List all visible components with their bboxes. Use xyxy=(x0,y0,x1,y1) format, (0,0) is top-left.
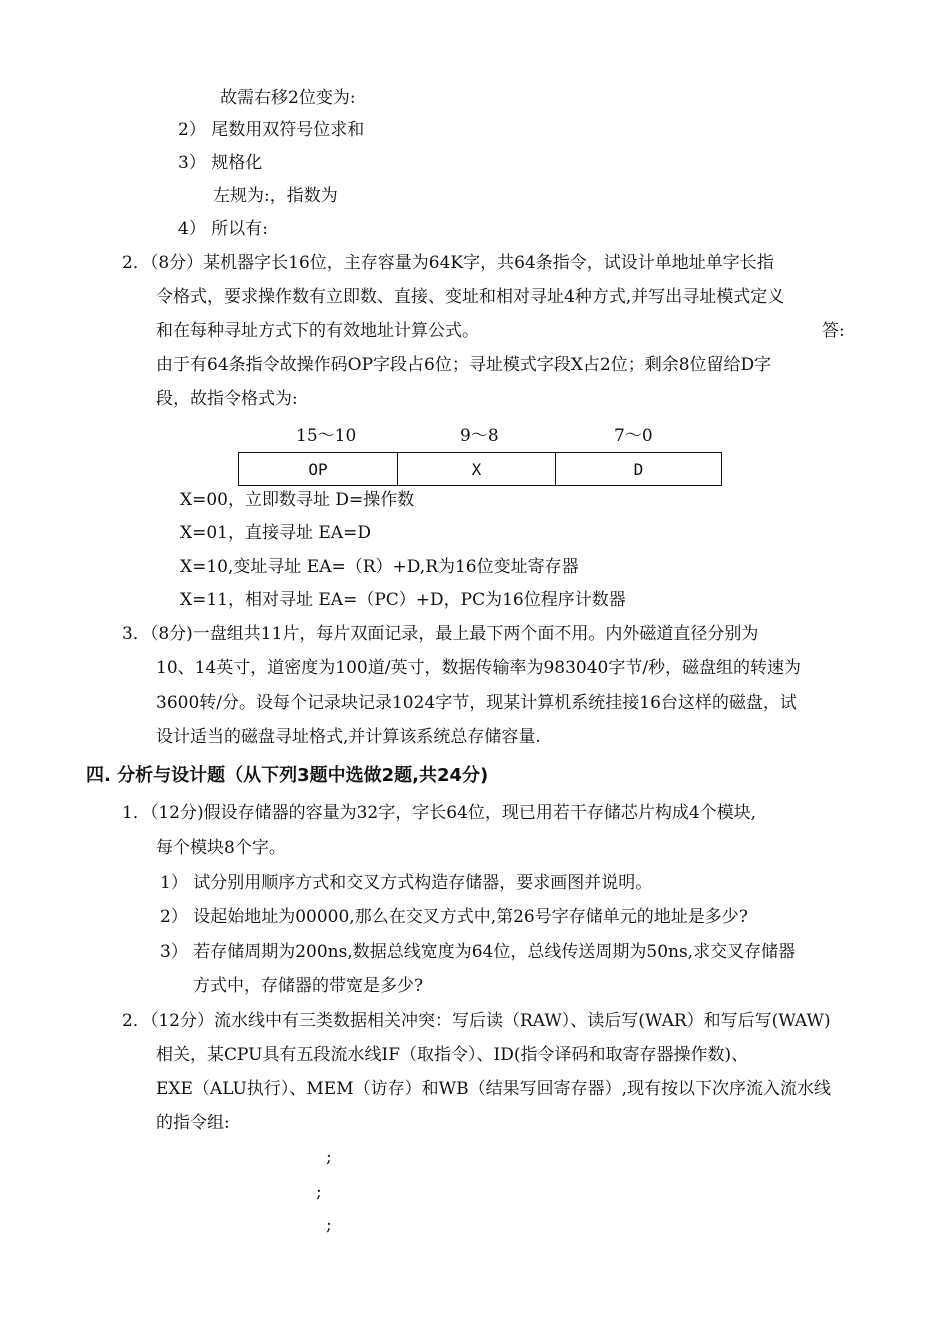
text-line: 左规为:，指数为 xyxy=(213,186,338,206)
question-2-text: 2．（8分）某机器字长16位，主存容量为64K字，共64条指令，试设计单地址单字长指 xyxy=(122,253,774,273)
answer-text: 段，故指令格式为: xyxy=(156,389,298,409)
question-2-text: 令格式，要求操作数有立即数、直接、变址和相对寻址4种方式,并写出寻址模式定义 xyxy=(156,287,785,307)
design-question-2: 相关，某CPU具有五段流水线IF（取指令）、ID(指令译码和取寄存器操作数)、 xyxy=(156,1045,749,1065)
format-field-op: OP xyxy=(239,453,398,486)
design-question-1: 每个模块8个字。 xyxy=(156,838,286,858)
answer-text: 由于有64条指令故操作码OP字段占6位；寻址模式字段X占2位；剩余8位留给D字 xyxy=(156,355,772,375)
design-question-2: EXE（ALU执行）、MEM（访存）和WB（结果写回寄存器）,现有按以下次序流入流水线 xyxy=(156,1079,831,1099)
design-question-2: 2．（12分）流水线中有三类数据相关冲突：写后读（RAW）、读后写(WAR）和写后写(WAW) xyxy=(122,1011,831,1031)
section-heading: 四. 分析与设计题（从下列3题中选做2题,共24分) xyxy=(86,765,489,786)
format-bits-x: 9～8 xyxy=(460,426,499,446)
format-bits-op: 15～10 xyxy=(296,426,357,446)
design-question-1: 1．（12分)假设存储器的容量为32字，字长64位，现已用若干存储芯片构成4个模块, xyxy=(122,803,757,823)
instruction-format-table xyxy=(238,452,722,486)
sub-question: 1） 试分别用顺序方式和交叉方式构造存储器，要求画图并说明。 xyxy=(160,873,653,893)
text-line: 2） 尾数用双符号位求和 xyxy=(178,120,365,140)
text-line: 3） 规格化 xyxy=(178,153,263,173)
question-3-text: 设计适当的磁盘寻址格式,并计算该系统总存储容量. xyxy=(156,727,541,747)
format-field-d: D xyxy=(556,453,722,486)
answer-label: 答: xyxy=(822,321,845,341)
format-field-x: X xyxy=(398,453,556,486)
sub-question: 方式中，存储器的带宽是多少? xyxy=(193,976,424,996)
text-line: 故需右移2位变为: xyxy=(220,88,356,108)
format-bits-d: 7～0 xyxy=(614,426,653,446)
addressing-mode-line: X=01，直接寻址 EA=D xyxy=(180,523,371,543)
addressing-mode-line: X=11，相对寻址 EA=（PC）+D，PC为16位程序计数器 xyxy=(180,590,626,610)
question-2-text: 和在每种寻址方式下的有效地址计算公式。 xyxy=(156,321,479,341)
sub-question: 3） 若存储周期为200ns,数据总线宽度为64位，总线传送周期为50ns,求交叉存储器 xyxy=(160,942,796,962)
text-line: 4） 所以有: xyxy=(178,219,268,239)
addressing-mode-line: X=00，立即数寻址 D=操作数 xyxy=(180,490,415,510)
instruction-semicolon: ; xyxy=(326,1147,332,1167)
question-3-text: 3．（8分)一盘组共11片，每片双面记录，最上最下两个面不用。内外磁道直径分别为 xyxy=(122,624,759,644)
question-3-text: 10、14英寸，道密度为100道/英寸，数据传输率为983040字节/秒，磁盘组的转速为 xyxy=(156,658,802,678)
sub-question: 2） 设起始地址为00000,那么在交叉方式中,第26号字存储单元的地址是多少? xyxy=(160,907,748,927)
instruction-semicolon: ; xyxy=(316,1182,322,1202)
instruction-semicolon: ; xyxy=(326,1215,332,1235)
design-question-2: 的指令组: xyxy=(156,1113,230,1133)
addressing-mode-line: X=10,变址寻址 EA=（R）+D,R为16位变址寄存器 xyxy=(180,557,579,577)
question-3-text: 3600转/分。设每个记录块记录1024字节，现某计算机系统挂接16台这样的磁盘，试 xyxy=(156,693,797,713)
